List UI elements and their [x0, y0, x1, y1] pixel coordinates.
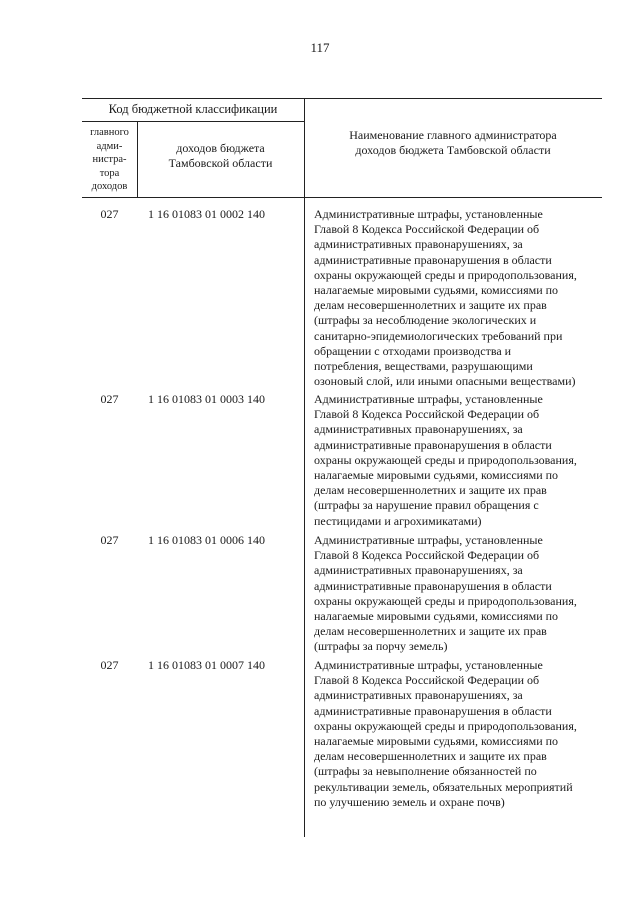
header-subdivider: [82, 121, 304, 122]
header-group-title: Код бюджетной классификации: [108, 102, 278, 116]
income-name-line: Главой 8 Кодекса Российской Федерации об: [314, 222, 540, 237]
income-name-line: (штрафы за нарушение правил обращения с: [314, 498, 539, 513]
income-name-line: Главой 8 Кодекса Российской Федерации об: [314, 407, 540, 422]
income-name-line: административные правонарушения в области: [314, 703, 552, 718]
income-name-line: административных правонарушениях, за: [314, 563, 523, 578]
header-col-admin-line: нистра-: [92, 154, 127, 165]
income-code: 1 16 01083 01 0003 140: [148, 392, 265, 406]
table-top-border: [82, 98, 602, 99]
income-name-line: санитарно-эпидемиологических требований при: [314, 328, 563, 343]
income-name-line: охраны окружающей среды и природопользования,: [314, 267, 577, 282]
admin-code: 027: [100, 533, 119, 547]
income-name-line: охраны окружающей среды и природопользования,: [314, 718, 577, 733]
income-name-line: по улучшению земель и охране почв): [314, 794, 505, 809]
admin-code: 027: [100, 392, 119, 406]
income-name-line: охраны окружающей среды и природопользования,: [314, 593, 577, 608]
income-name-line: (штрафы за порчу земель): [314, 639, 448, 654]
income-name-line: обращении с отходами производства и: [314, 343, 512, 358]
income-name-line: рекультивации земель, обязательных мероприятий: [314, 779, 573, 794]
income-code: 1 16 01083 01 0007 140: [148, 658, 265, 672]
income-name-line: охраны окружающей среды и природопользования,: [314, 452, 577, 467]
header-col-income-line: Тамбовской области: [168, 156, 273, 170]
page-number: 117: [310, 40, 330, 55]
income-name-line: озоновый слой, или иными опасными веществами): [314, 374, 576, 389]
header-col-name: [304, 128, 602, 158]
income-name: [314, 392, 600, 529]
income-name-line: (штрафы за несоблюдение экологических и: [314, 313, 537, 328]
income-name-line: административные правонарушения в области: [314, 252, 552, 267]
income-code: 1 16 01083 01 0002 140: [148, 207, 265, 221]
header-col-admin-line: главного: [90, 127, 129, 138]
header-col-admin-line: тора: [99, 167, 120, 179]
income-code: 1 16 01083 01 0006 140: [148, 533, 265, 547]
header-col-admin: [82, 126, 137, 194]
income-name-line: налагаемые мировыми судьями, комиссиями по: [314, 283, 559, 298]
income-name-line: налагаемые мировыми судьями, комиссиями по: [314, 734, 559, 749]
income-name-line: налагаемые мировыми судьями, комиссиями по: [314, 609, 559, 624]
income-name-line: делам несовершеннолетних и защите их прав: [314, 749, 547, 764]
income-name-line: (штрафы за невыполнение обязанностей по: [314, 764, 537, 779]
income-name-line: административных правонарушениях, за: [314, 237, 523, 252]
header-bottom-border: [82, 197, 602, 198]
income-name-line: Административные штрафы, установленные: [314, 392, 543, 406]
income-name: [314, 533, 600, 655]
income-name-line: административных правонарушениях, за: [314, 688, 523, 703]
header-col-admin-line: доходов: [91, 181, 128, 192]
income-name-line: административные правонарушения в области: [314, 578, 552, 593]
income-name-line: потребления, веществами, разрушающими: [314, 359, 533, 374]
admin-code: 027: [100, 207, 119, 221]
income-name-line: Административные штрафы, установленные: [314, 207, 543, 221]
income-name-line: делам несовершеннолетних и защите их прав: [314, 483, 547, 498]
body-divider-name: [304, 197, 305, 837]
income-name-line: делам несовершеннолетних и защите их прав: [314, 624, 547, 639]
income-name-line: Главой 8 Кодекса Российской Федерации об: [314, 673, 540, 688]
income-name-line: Административные штрафы, установленные: [314, 658, 543, 672]
income-name-line: пестицидами и агрохимикатами): [314, 513, 482, 528]
income-name-line: налагаемые мировыми судьями, комиссиями по: [314, 468, 559, 483]
header-col-admin-line: адми-: [96, 140, 123, 152]
income-name-line: Главой 8 Кодекса Российской Федерации об: [314, 548, 540, 563]
header-col-name-line: Наименование главного администратора: [349, 128, 557, 142]
income-name-line: административные правонарушения в области: [314, 437, 552, 452]
admin-code: 027: [100, 658, 119, 672]
header-col-income-line: доходов бюджета: [176, 141, 265, 155]
income-name: [314, 207, 600, 389]
income-name: [314, 658, 600, 810]
income-name-line: Административные штрафы, установленные: [314, 533, 543, 547]
income-name-line: административных правонарушениях, за: [314, 422, 523, 437]
income-name-line: делам несовершеннолетних и защите их прав: [314, 298, 547, 313]
header-col-name-line: доходов бюджета Тамбовской области: [355, 143, 551, 157]
header-col-income: [137, 141, 304, 171]
